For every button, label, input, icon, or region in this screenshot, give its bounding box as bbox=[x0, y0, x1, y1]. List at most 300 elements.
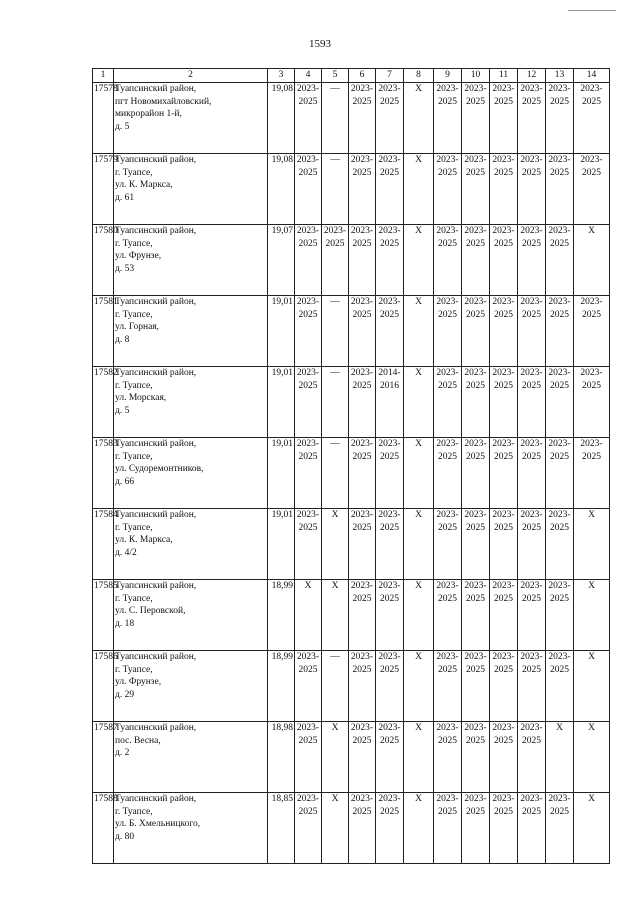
period-cell-col-11 bbox=[490, 509, 518, 580]
column-header-7: 7 bbox=[376, 69, 404, 83]
period-cell-col-12 bbox=[518, 509, 546, 580]
address-line: д. 5 bbox=[115, 405, 130, 416]
period-cell-col-5 bbox=[322, 438, 349, 509]
period-text: 2025 bbox=[522, 238, 541, 249]
period-text: 2025 bbox=[438, 522, 457, 533]
period-text: 2023- bbox=[296, 368, 320, 378]
period-text: 2025 bbox=[352, 735, 372, 746]
period-text: 2023- bbox=[520, 84, 543, 94]
period-cell-col-10 bbox=[462, 225, 490, 296]
period-text: 2023- bbox=[378, 155, 401, 165]
column-header-6: 6 bbox=[349, 69, 376, 83]
table-row bbox=[93, 580, 610, 651]
table-row bbox=[93, 296, 610, 367]
period-text: 2025 bbox=[550, 96, 569, 107]
period-text: 2023- bbox=[378, 581, 401, 591]
address-cell bbox=[114, 438, 268, 509]
period-text: 2025 bbox=[494, 522, 513, 533]
address-cell bbox=[114, 793, 268, 864]
period-cell-col-10 bbox=[462, 154, 490, 225]
period-text: 2023- bbox=[520, 297, 543, 307]
period-text: 2023- bbox=[378, 723, 401, 733]
period-text: X bbox=[415, 368, 422, 378]
period-cell-col-11 bbox=[490, 722, 518, 793]
record-number: 17585 bbox=[93, 580, 114, 651]
period-text: 2023- bbox=[580, 297, 603, 307]
period-text: 2025 bbox=[582, 96, 601, 107]
address-line: д. 66 bbox=[115, 476, 135, 487]
period-text: X bbox=[415, 652, 422, 662]
address-line: Туапсинский район, bbox=[115, 652, 197, 662]
period-cell-col-14 bbox=[574, 296, 610, 367]
period-text: 2025 bbox=[380, 664, 399, 675]
period-text: 2025 bbox=[298, 309, 318, 320]
period-text: 2025 bbox=[494, 806, 513, 817]
period-text: X bbox=[415, 510, 422, 520]
period-text: 2023- bbox=[436, 510, 459, 520]
housing-register-table bbox=[92, 68, 610, 864]
address-line: Туапсинский район, bbox=[115, 510, 197, 520]
period-text: 2025 bbox=[298, 735, 318, 746]
period-text: 2023- bbox=[436, 297, 459, 307]
period-cell-col-5 bbox=[322, 580, 349, 651]
period-text: 2023- bbox=[378, 84, 401, 94]
period-text: 2025 bbox=[380, 806, 399, 817]
period-text: 2025 bbox=[550, 380, 569, 391]
address-cell bbox=[114, 367, 268, 438]
period-cell-col-12 bbox=[518, 793, 546, 864]
address-line: ул. Фрунзе, bbox=[115, 251, 162, 261]
period-text: 2025 bbox=[380, 238, 399, 249]
period-text: 2025 bbox=[298, 451, 318, 462]
period-cell-col-11 bbox=[490, 225, 518, 296]
period-cell-col-4 bbox=[295, 225, 322, 296]
top-rule bbox=[568, 10, 616, 11]
period-cell-col-9 bbox=[434, 83, 462, 154]
period-text: — bbox=[330, 84, 340, 94]
period-text: X bbox=[415, 84, 422, 94]
period-text: 2025 bbox=[494, 664, 513, 675]
column-header-5: 5 bbox=[322, 69, 349, 83]
period-cell-col-9 bbox=[434, 793, 462, 864]
period-text: 2025 bbox=[466, 451, 485, 462]
table-row bbox=[93, 509, 610, 580]
period-text: 2025 bbox=[522, 806, 541, 817]
address-line: г. Туапсе, bbox=[115, 664, 153, 675]
period-cell-col-9 bbox=[434, 154, 462, 225]
period-text: 2023- bbox=[350, 652, 374, 662]
period-text: X bbox=[415, 226, 422, 236]
period-text: X bbox=[588, 581, 595, 591]
period-cell-col-10 bbox=[462, 580, 490, 651]
period-cell-col-8 bbox=[404, 296, 434, 367]
period-text: X bbox=[588, 652, 595, 662]
period-text: 2023- bbox=[436, 84, 459, 94]
period-text: 2025 bbox=[522, 735, 541, 746]
period-text: X bbox=[556, 723, 563, 733]
record-number: 17588 bbox=[93, 793, 114, 864]
period-text: 2023- bbox=[296, 84, 320, 94]
period-text: — bbox=[330, 368, 340, 378]
address-line: Туапсинский район, bbox=[115, 368, 197, 378]
address-line: пос. Весна, bbox=[115, 735, 161, 746]
address-line: ул. Морская, bbox=[115, 393, 167, 403]
period-text: 2025 bbox=[466, 380, 485, 391]
address-line: г. Туапсе, bbox=[115, 522, 153, 533]
period-cell-col-9 bbox=[434, 651, 462, 722]
period-cell-col-7 bbox=[376, 793, 404, 864]
period-text: 2025 bbox=[494, 167, 513, 178]
record-number: 17584 bbox=[93, 509, 114, 580]
period-cell-col-4 bbox=[295, 438, 322, 509]
period-text: 2023- bbox=[378, 510, 401, 520]
period-text: 2023- bbox=[296, 794, 320, 804]
period-text: 2023- bbox=[464, 652, 487, 662]
period-text: 2023- bbox=[296, 652, 320, 662]
period-text: 2023- bbox=[464, 439, 487, 449]
period-text: X bbox=[588, 226, 595, 236]
period-cell-col-13 bbox=[546, 154, 574, 225]
address-line: д. 8 bbox=[115, 334, 130, 345]
period-cell-col-13 bbox=[546, 793, 574, 864]
period-cell-col-6 bbox=[349, 509, 376, 580]
period-cell-col-7 bbox=[376, 580, 404, 651]
period-text: 2023- bbox=[436, 723, 459, 733]
period-text: 2025 bbox=[380, 309, 399, 320]
period-text: 2025 bbox=[352, 380, 372, 391]
period-text: 2025 bbox=[352, 593, 372, 604]
period-text: X bbox=[331, 581, 339, 591]
period-cell-col-5 bbox=[322, 154, 349, 225]
period-text: 2023- bbox=[548, 368, 571, 378]
period-cell-col-8 bbox=[404, 83, 434, 154]
period-text: X bbox=[415, 439, 422, 449]
period-cell-col-13 bbox=[546, 722, 574, 793]
period-text: 2023- bbox=[350, 297, 374, 307]
record-number: 17583 bbox=[93, 438, 114, 509]
period-cell-col-14 bbox=[574, 722, 610, 793]
period-text: 2023- bbox=[520, 794, 543, 804]
record-number: 17579 bbox=[93, 154, 114, 225]
period-cell-col-13 bbox=[546, 580, 574, 651]
record-number: 17582 bbox=[93, 367, 114, 438]
period-text: 2025 bbox=[298, 238, 318, 249]
period-text: 2025 bbox=[550, 309, 569, 320]
period-text: 2025 bbox=[352, 309, 372, 320]
period-text: 2025 bbox=[298, 380, 318, 391]
period-text: 2023- bbox=[492, 84, 515, 94]
period-cell-col-13 bbox=[546, 651, 574, 722]
record-number: 17581 bbox=[93, 296, 114, 367]
address-cell bbox=[114, 154, 268, 225]
period-text: 2023- bbox=[464, 297, 487, 307]
period-cell-col-7 bbox=[376, 509, 404, 580]
period-text: 2023- bbox=[580, 155, 603, 165]
period-text: 2025 bbox=[438, 96, 457, 107]
address-line: д. 29 bbox=[115, 689, 135, 700]
period-text: 2025 bbox=[550, 806, 569, 817]
period-text: 2023- bbox=[580, 84, 603, 94]
period-text: 2023- bbox=[464, 368, 487, 378]
period-text: 2023- bbox=[436, 794, 459, 804]
period-cell-col-10 bbox=[462, 722, 490, 793]
period-cell-col-7 bbox=[376, 651, 404, 722]
period-cell-col-9 bbox=[434, 438, 462, 509]
period-cell-col-6 bbox=[349, 793, 376, 864]
period-cell-col-11 bbox=[490, 154, 518, 225]
column-header-2: 2 bbox=[114, 69, 268, 83]
column-header-13: 13 bbox=[546, 69, 574, 83]
period-cell-col-6 bbox=[349, 367, 376, 438]
address-line: д. 80 bbox=[115, 831, 135, 842]
period-text: 2025 bbox=[352, 664, 372, 675]
period-cell-col-10 bbox=[462, 438, 490, 509]
period-text: 2023- bbox=[492, 723, 515, 733]
period-cell-col-4 bbox=[295, 651, 322, 722]
period-cell-col-4 bbox=[295, 367, 322, 438]
period-cell-col-7 bbox=[376, 154, 404, 225]
period-text: 2025 bbox=[466, 522, 485, 533]
period-text: 2025 bbox=[522, 380, 541, 391]
period-text: 2023- bbox=[520, 155, 543, 165]
period-cell-col-8 bbox=[404, 509, 434, 580]
period-cell-col-6 bbox=[349, 722, 376, 793]
address-cell bbox=[114, 83, 268, 154]
period-cell-col-13 bbox=[546, 296, 574, 367]
period-text: 2023- bbox=[296, 226, 320, 236]
area-value: 19,01 bbox=[268, 296, 295, 367]
column-header-11: 11 bbox=[490, 69, 518, 83]
period-text: 2023- bbox=[296, 155, 320, 165]
period-text: 2023- bbox=[464, 581, 487, 591]
period-cell-col-9 bbox=[434, 225, 462, 296]
table-row bbox=[93, 225, 610, 296]
period-cell-col-6 bbox=[349, 296, 376, 367]
period-text: 2023- bbox=[296, 439, 320, 449]
period-cell-col-8 bbox=[404, 793, 434, 864]
area-value: 19,07 bbox=[268, 225, 295, 296]
period-text: 2023- bbox=[350, 226, 374, 236]
column-header-12: 12 bbox=[518, 69, 546, 83]
period-text: 2025 bbox=[522, 309, 541, 320]
period-text: 2023- bbox=[492, 794, 515, 804]
period-text: 2023- bbox=[548, 510, 571, 520]
period-cell-col-11 bbox=[490, 296, 518, 367]
period-cell-col-12 bbox=[518, 367, 546, 438]
table-row bbox=[93, 367, 610, 438]
period-text: 2025 bbox=[298, 806, 318, 817]
address-line: г. Туапсе, bbox=[115, 806, 153, 817]
period-text: 2025 bbox=[466, 735, 485, 746]
period-cell-col-13 bbox=[546, 83, 574, 154]
address-line: пгт Новомихайловский, bbox=[115, 96, 212, 107]
address-cell bbox=[114, 296, 268, 367]
address-line: ул. Судоремонтников, bbox=[115, 464, 204, 474]
period-text: 2025 bbox=[380, 593, 399, 604]
period-cell-col-8 bbox=[404, 154, 434, 225]
period-text: X bbox=[415, 297, 422, 307]
address-line: д. 4/2 bbox=[115, 547, 137, 558]
period-text: 2023- bbox=[436, 155, 459, 165]
page-number: 1593 bbox=[309, 38, 331, 50]
period-cell-col-13 bbox=[546, 509, 574, 580]
period-cell-col-11 bbox=[490, 793, 518, 864]
period-cell-col-14 bbox=[574, 651, 610, 722]
period-cell-col-11 bbox=[490, 651, 518, 722]
period-text: 2025 bbox=[380, 451, 399, 462]
address-line: Туапсинский район, bbox=[115, 581, 197, 591]
period-text: X bbox=[588, 723, 595, 733]
period-cell-col-5 bbox=[322, 509, 349, 580]
table-row bbox=[93, 83, 610, 154]
area-value: 19,01 bbox=[268, 367, 295, 438]
period-text: — bbox=[330, 439, 340, 449]
period-text: X bbox=[415, 794, 422, 804]
period-cell-col-8 bbox=[404, 225, 434, 296]
period-cell-col-6 bbox=[349, 580, 376, 651]
period-text: 2023- bbox=[520, 581, 543, 591]
period-text: 2023- bbox=[520, 652, 543, 662]
period-cell-col-14 bbox=[574, 509, 610, 580]
period-cell-col-14 bbox=[574, 225, 610, 296]
period-text: 2025 bbox=[352, 522, 372, 533]
address-cell bbox=[114, 225, 268, 296]
period-cell-col-8 bbox=[404, 438, 434, 509]
period-text: 2023- bbox=[350, 84, 374, 94]
period-cell-col-6 bbox=[349, 651, 376, 722]
address-line: ул. К. Маркса, bbox=[115, 535, 173, 545]
period-text: 2025 bbox=[438, 309, 457, 320]
period-text: 2023- bbox=[296, 297, 320, 307]
period-cell-col-5 bbox=[322, 83, 349, 154]
period-cell-col-4 bbox=[295, 509, 322, 580]
period-text: 2023- bbox=[492, 368, 515, 378]
period-cell-col-10 bbox=[462, 651, 490, 722]
period-cell-col-6 bbox=[349, 83, 376, 154]
period-text: 2025 bbox=[550, 167, 569, 178]
period-text: — bbox=[330, 297, 340, 307]
column-header-8: 8 bbox=[404, 69, 434, 83]
address-cell bbox=[114, 722, 268, 793]
period-text: 2023- bbox=[464, 84, 487, 94]
period-cell-col-11 bbox=[490, 580, 518, 651]
period-cell-col-7 bbox=[376, 225, 404, 296]
address-cell bbox=[114, 651, 268, 722]
address-line: д. 5 bbox=[115, 121, 130, 132]
period-cell-col-6 bbox=[349, 225, 376, 296]
address-line: д. 61 bbox=[115, 192, 135, 203]
period-text: 2025 bbox=[494, 451, 513, 462]
period-text: 2025 bbox=[522, 451, 541, 462]
period-text: 2025 bbox=[298, 167, 318, 178]
period-text: 2025 bbox=[325, 238, 345, 249]
period-cell-col-11 bbox=[490, 438, 518, 509]
address-line: Туапсинский район, bbox=[115, 155, 197, 165]
period-cell-col-12 bbox=[518, 580, 546, 651]
period-cell-col-9 bbox=[434, 367, 462, 438]
period-text: 2023- bbox=[464, 794, 487, 804]
period-text: 2023- bbox=[548, 581, 571, 591]
period-text: 2014- bbox=[378, 368, 401, 378]
period-text: X bbox=[331, 510, 339, 520]
area-value: 19,01 bbox=[268, 509, 295, 580]
period-text: 2025 bbox=[438, 593, 457, 604]
period-text: 2023- bbox=[350, 368, 374, 378]
period-text: 2025 bbox=[522, 96, 541, 107]
period-cell-col-7 bbox=[376, 722, 404, 793]
period-text: 2025 bbox=[380, 167, 399, 178]
address-cell bbox=[114, 580, 268, 651]
period-text: 2025 bbox=[466, 309, 485, 320]
period-text: 2023- bbox=[548, 155, 571, 165]
period-text: 2025 bbox=[466, 593, 485, 604]
period-text: 2023- bbox=[492, 297, 515, 307]
period-text: 2025 bbox=[550, 664, 569, 675]
period-text: 2025 bbox=[438, 238, 457, 249]
period-cell-col-7 bbox=[376, 296, 404, 367]
period-cell-col-5 bbox=[322, 722, 349, 793]
period-cell-col-8 bbox=[404, 367, 434, 438]
period-text: X bbox=[415, 581, 422, 591]
period-cell-col-10 bbox=[462, 793, 490, 864]
period-text: 2025 bbox=[494, 309, 513, 320]
period-cell-col-12 bbox=[518, 225, 546, 296]
column-header-4: 4 bbox=[295, 69, 322, 83]
table-row bbox=[93, 722, 610, 793]
period-cell-col-6 bbox=[349, 438, 376, 509]
period-text: 2023- bbox=[296, 723, 320, 733]
period-text: 2023- bbox=[378, 297, 401, 307]
period-text: 2023- bbox=[436, 226, 459, 236]
period-cell-col-7 bbox=[376, 438, 404, 509]
area-value: 18,99 bbox=[268, 580, 295, 651]
period-text: 2023- bbox=[436, 581, 459, 591]
period-text: X bbox=[415, 155, 422, 165]
period-cell-col-8 bbox=[404, 580, 434, 651]
address-line: г. Туапсе, bbox=[115, 238, 153, 249]
period-text: 2023- bbox=[464, 226, 487, 236]
period-text: 2016 bbox=[380, 380, 399, 391]
period-cell-col-14 bbox=[574, 83, 610, 154]
period-cell-col-13 bbox=[546, 225, 574, 296]
period-text: 2023- bbox=[548, 226, 571, 236]
period-text: 2025 bbox=[550, 522, 569, 533]
period-text: X bbox=[588, 794, 595, 804]
period-text: 2023- bbox=[378, 439, 401, 449]
period-cell-col-12 bbox=[518, 154, 546, 225]
address-line: Туапсинский район, bbox=[115, 84, 197, 94]
period-text: 2025 bbox=[582, 380, 601, 391]
address-line: г. Туапсе, bbox=[115, 593, 153, 604]
period-text: 2023- bbox=[548, 84, 571, 94]
area-value: 19,08 bbox=[268, 154, 295, 225]
period-text: 2025 bbox=[522, 664, 541, 675]
period-cell-col-4 bbox=[295, 580, 322, 651]
period-text: X bbox=[331, 723, 339, 733]
period-text: 2023- bbox=[580, 439, 603, 449]
period-cell-col-10 bbox=[462, 367, 490, 438]
address-line: г. Туапсе, bbox=[115, 451, 153, 462]
period-text: 2025 bbox=[494, 380, 513, 391]
period-text: 2023- bbox=[520, 510, 543, 520]
period-text: 2023- bbox=[464, 723, 487, 733]
period-text: 2025 bbox=[550, 451, 569, 462]
period-cell-col-5 bbox=[322, 367, 349, 438]
period-text: 2023- bbox=[378, 794, 401, 804]
period-cell-col-12 bbox=[518, 296, 546, 367]
address-line: ул. Горная, bbox=[115, 322, 160, 332]
table-row bbox=[93, 438, 610, 509]
